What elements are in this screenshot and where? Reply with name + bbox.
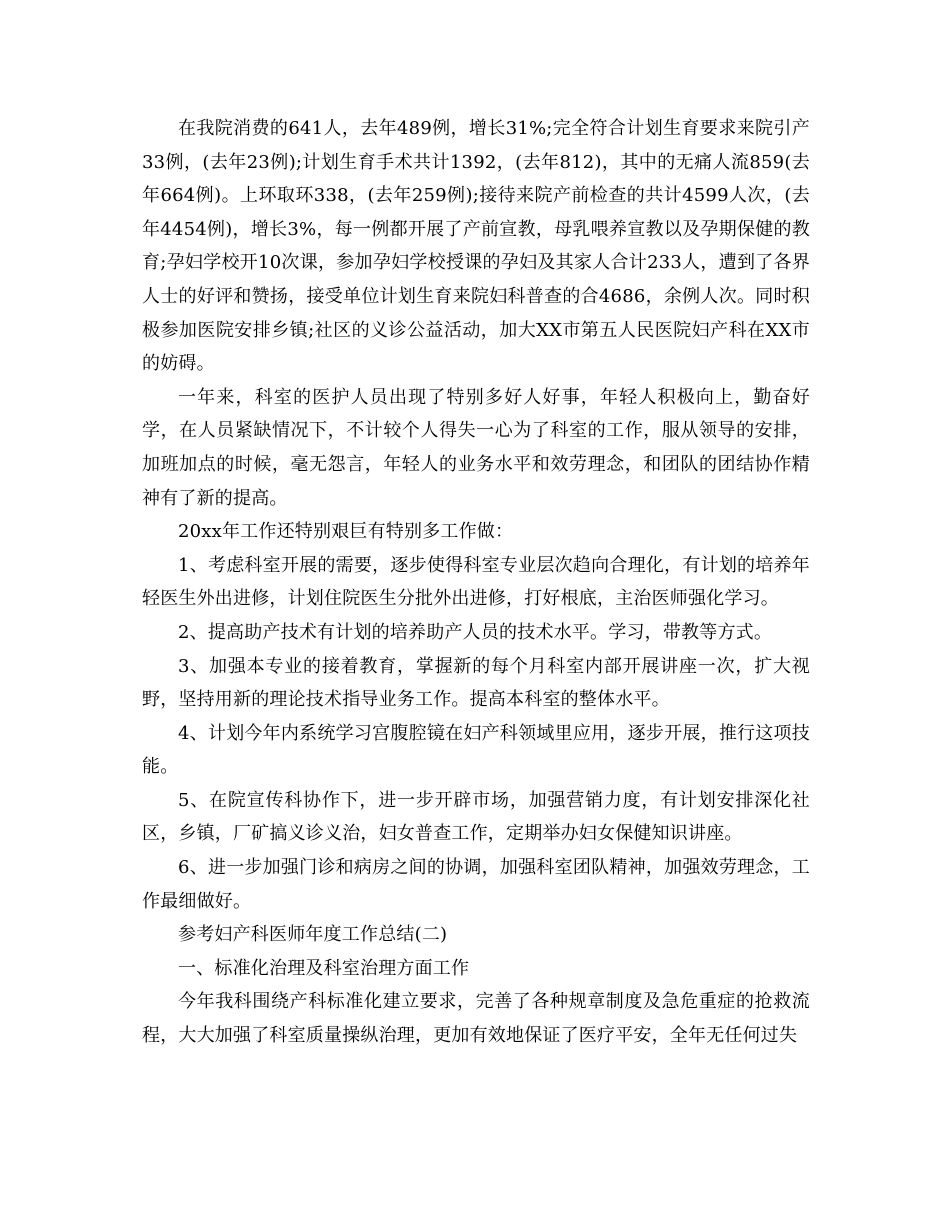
- list-item-4: 4、计划今年内系统学习宫腹腔镜在妇产科领域里应用，逐步开展，推行这项技能。: [142, 722, 810, 778]
- paragraph-staff-review: 一年来，科室的医护人员出现了特别多好人好事，年轻人积极向上，勤奋好学，在人员紧缺情况下，不计较个人得失一心为了科室的工作，服从领导的安排，加班加点的时候，毫无怨言，年轻人的业务水平和效劳理念，和团队的团结协作精神有了新的提高。: [142, 386, 810, 509]
- paragraph-plan-intro: 20xx年工作还特别艰巨有特别多工作做：: [178, 521, 514, 543]
- paragraph-management: 今年我科围绕产科标准化建立要求，完善了各种规章制度及急危重症的抢救流程，大大加强了科室质量操纵治理，更加有效地保证了医疗平安，全年无任何过失: [142, 991, 810, 1047]
- document-body: [142, 112, 810, 1053]
- paragraph-statistics: 在我院消费的641人，去年489例，增长31%;完全符合计划生育要求来院引产33例，(去年23例);计划生育手术共计1392，(去年812)，其中的无痛人流859(去年664例)。上环取环338，(去年259例);接待来院产前检查的共计4599人次，(去年4454例)，增长3%，每一例都开展了产前宣教，母乳喂养宣教以及孕期保健的教育;孕妇学校开10次课，参加孕妇学校授课的孕妇及其家人合计233人，遭到了各界人士的好评和赞扬，接受单位计划生育来院妇科普查的合4686，余例人次。同时积极参加医院安排乡镇;社区的义诊公益活动，加大XX市第五人民医院妇产科在XX市的妨碍。: [142, 118, 810, 375]
- list-item-3: 3、加强本专业的接着教育，掌握新的每个月科室内部开展讲座一次，扩大视野，坚持用新的理论技术指导业务工作。提高本科室的整体水平。: [142, 655, 810, 711]
- list-item-5: 5、在院宣传科协作下，进一步开辟市场，加强营销力度，有计划安排深化社区，乡镇，厂矿搞义诊义治，妇女普查工作，定期举办妇女保健知识讲座。: [142, 789, 810, 845]
- list-item-2: 2、提高助产技术有计划的培养助产人员的技术水平。学习，带教等方式。: [178, 621, 773, 643]
- subsection-heading: 一、标准化治理及科室治理方面工作: [178, 957, 470, 979]
- list-item-6: 6、进一步加强门诊和病房之间的协调，加强科室团队精神，加强效劳理念，工作最细做好。: [142, 857, 810, 912]
- section-title: 参考妇产科医师年度工作总结(二): [178, 924, 448, 946]
- list-item-1: 1、考虑科室开展的需要，逐步使得科室专业层次趋向合理化，有计划的培养年轻医生外出进修，计划住院医生分批外出进修，打好根底，主治医师强化学习。: [142, 554, 810, 610]
